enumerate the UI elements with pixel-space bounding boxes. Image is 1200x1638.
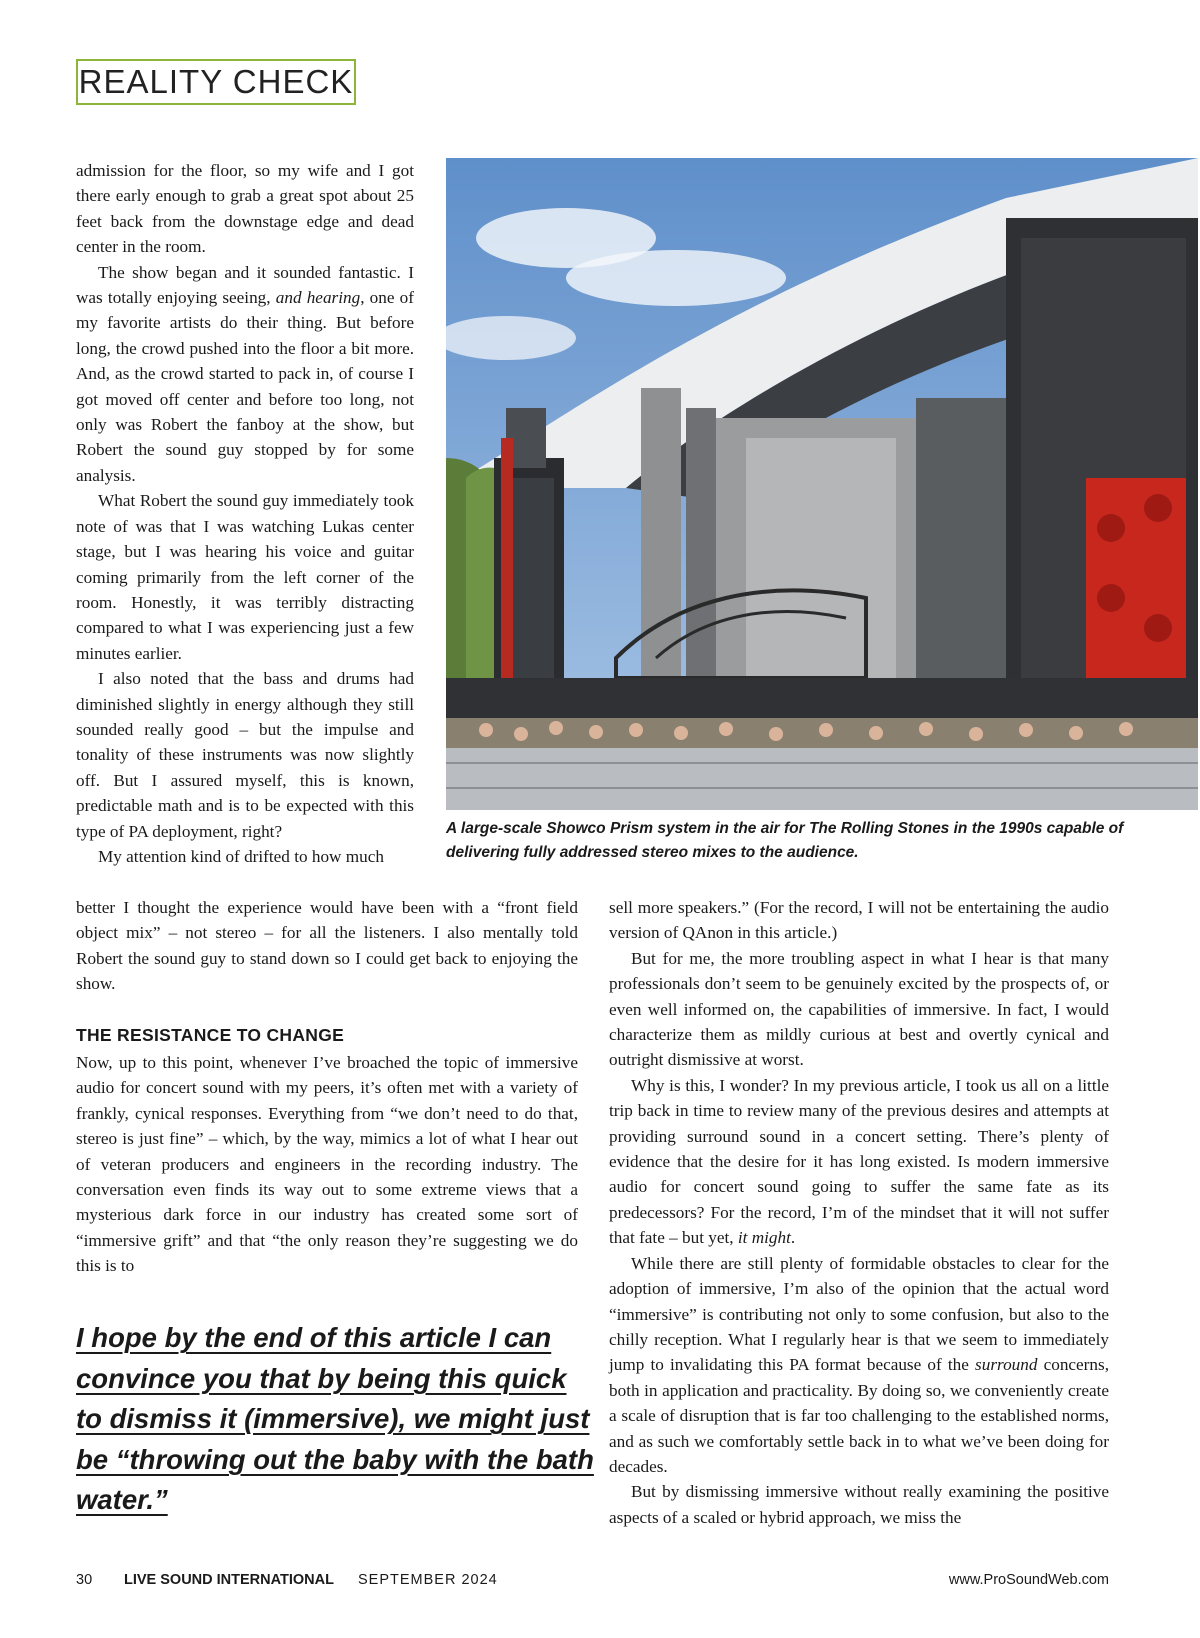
pull-quote: I hope by the end of this article I can convince you that by being this quick to dismiss it (immersive), we might just be “throwing out the baby with the bath water.” bbox=[76, 1322, 594, 1515]
article-column-left-top bbox=[76, 158, 414, 869]
paragraph: My attention kind of drifted to how much bbox=[98, 846, 384, 866]
concert-stage-photo bbox=[446, 158, 1198, 810]
paragraph: better I thought the experience would have been with a “front field object mix” – not stereo – for all the listeners. I also mentally told Robert the sound guy to stand down so I could get back to enjoying the show. bbox=[76, 898, 578, 994]
paragraph: While there are still plenty of formidable obstacles to clear for the adoption of immersive, I’m also of the opinion that the actual word “immersive” is contributing not only to some confusion, but also to the chilly reception. What I regularly hear is that we seem to immediately jump to invalidating this PA format because of the surround concerns, both in application and practicality. By doing so, we conveniently create a scale of disruption that is far too challenging to the established norms, and as such we comfortably settle back in to what we’ve been doing for decades. bbox=[609, 1253, 1109, 1476]
page-number: 30 bbox=[76, 1572, 93, 1588]
website-link[interactable]: www.ProSoundWeb.com bbox=[948, 1572, 1109, 1588]
paragraph: admission for the floor, so my wife and I got there early enough to grab a great spot about 25 feet back from the downstage edge and dead center in the room. bbox=[76, 161, 414, 257]
article-column-right bbox=[609, 895, 1109, 1530]
paragraph: But by dismissing immersive without really examining the positive aspects of a scaled or hybrid approach, we miss the bbox=[609, 1482, 1109, 1527]
paragraph: Now, up to this point, whenever I’ve broached the topic of immersive audio for concert sound with my peers, it’s often met with a variety of frankly, cynical responses. Everything from “we don’t need to do that, stereo is just fine” – which, by the way, mimics a lot of what I hear out of veteran producers and engineers in the recording industry. The conversation even finds its way out to some extreme views that a mysterious dark force in our industry has created some sort of “immersive grift” and that “the only reason they’re suggesting we do this is to bbox=[76, 1053, 578, 1276]
article-column-left-bottom bbox=[76, 895, 578, 1279]
paragraph: Why is this, I wonder? In my previous article, I took us all on a little trip back in time to review many of the previous desires and attempts at providing surround sound in a concert setting. There’s plenty of evidence that the desire for it has long existed. Is modern immersive audio for concert sound going to suffer the same fate as its predecessors? For the record, I’m of the mindset that it will not suffer that fate – but yet, it might. bbox=[609, 1075, 1109, 1248]
paragraph: What Robert the sound guy immediately took note of was that I was watching Lukas center stage, but I was hearing his voice and guitar coming primarily from the left corner of the room. Honestly, it was terribly distracting compared to what I was experiencing just a few minutes earlier. bbox=[76, 491, 414, 663]
page-footer bbox=[76, 1572, 1109, 1592]
magazine-name: LIVE SOUND INTERNATIONAL bbox=[124, 1572, 334, 1588]
photo-caption: A large-scale Showco Prism system in the air for The Rolling Stones in the 1990s capable of delivering fully addressed stereo mixes to the audience. bbox=[446, 820, 1124, 861]
section-heading: THE RESISTANCE TO CHANGE bbox=[76, 1024, 345, 1045]
paragraph: I also noted that the bass and drums had diminished slightly in energy although they still sounded really good – but the impulse and tonality of these instruments was now slightly off. But I assured myself, this is known, predictable math and is to be expected with this type of PA deployment, right? bbox=[76, 669, 414, 841]
section-label: REALITY CHECK bbox=[76, 59, 356, 105]
paragraph: sell more speakers.” (For the record, I will not be entertaining the audio version of QAnon in this article.) bbox=[609, 898, 1109, 943]
issue-date: SEPTEMBER 2024 bbox=[358, 1572, 498, 1588]
paragraph: But for me, the more troubling aspect in what I hear is that many professionals don’t seem to be genuinely excited by the prospects of, or even well informed on, the capabilities of immersive. In fact, I would characterize them as mildly curious at best and overtly cynical and outright dismissive at worst. bbox=[609, 948, 1109, 1070]
stage-illustration bbox=[446, 158, 1198, 810]
paragraph: The show began and it sounded fantastic. I was totally enjoying seeing, and hearing, one of my favorite artists do their thing. But before long, the crowd pushed into the floor a bit more. And, as the crowd started to pack in, of course I got moved off center and before too long, not only was Robert the fanboy at the show, but Robert the sound guy stopped by for some analysis. bbox=[76, 262, 414, 485]
